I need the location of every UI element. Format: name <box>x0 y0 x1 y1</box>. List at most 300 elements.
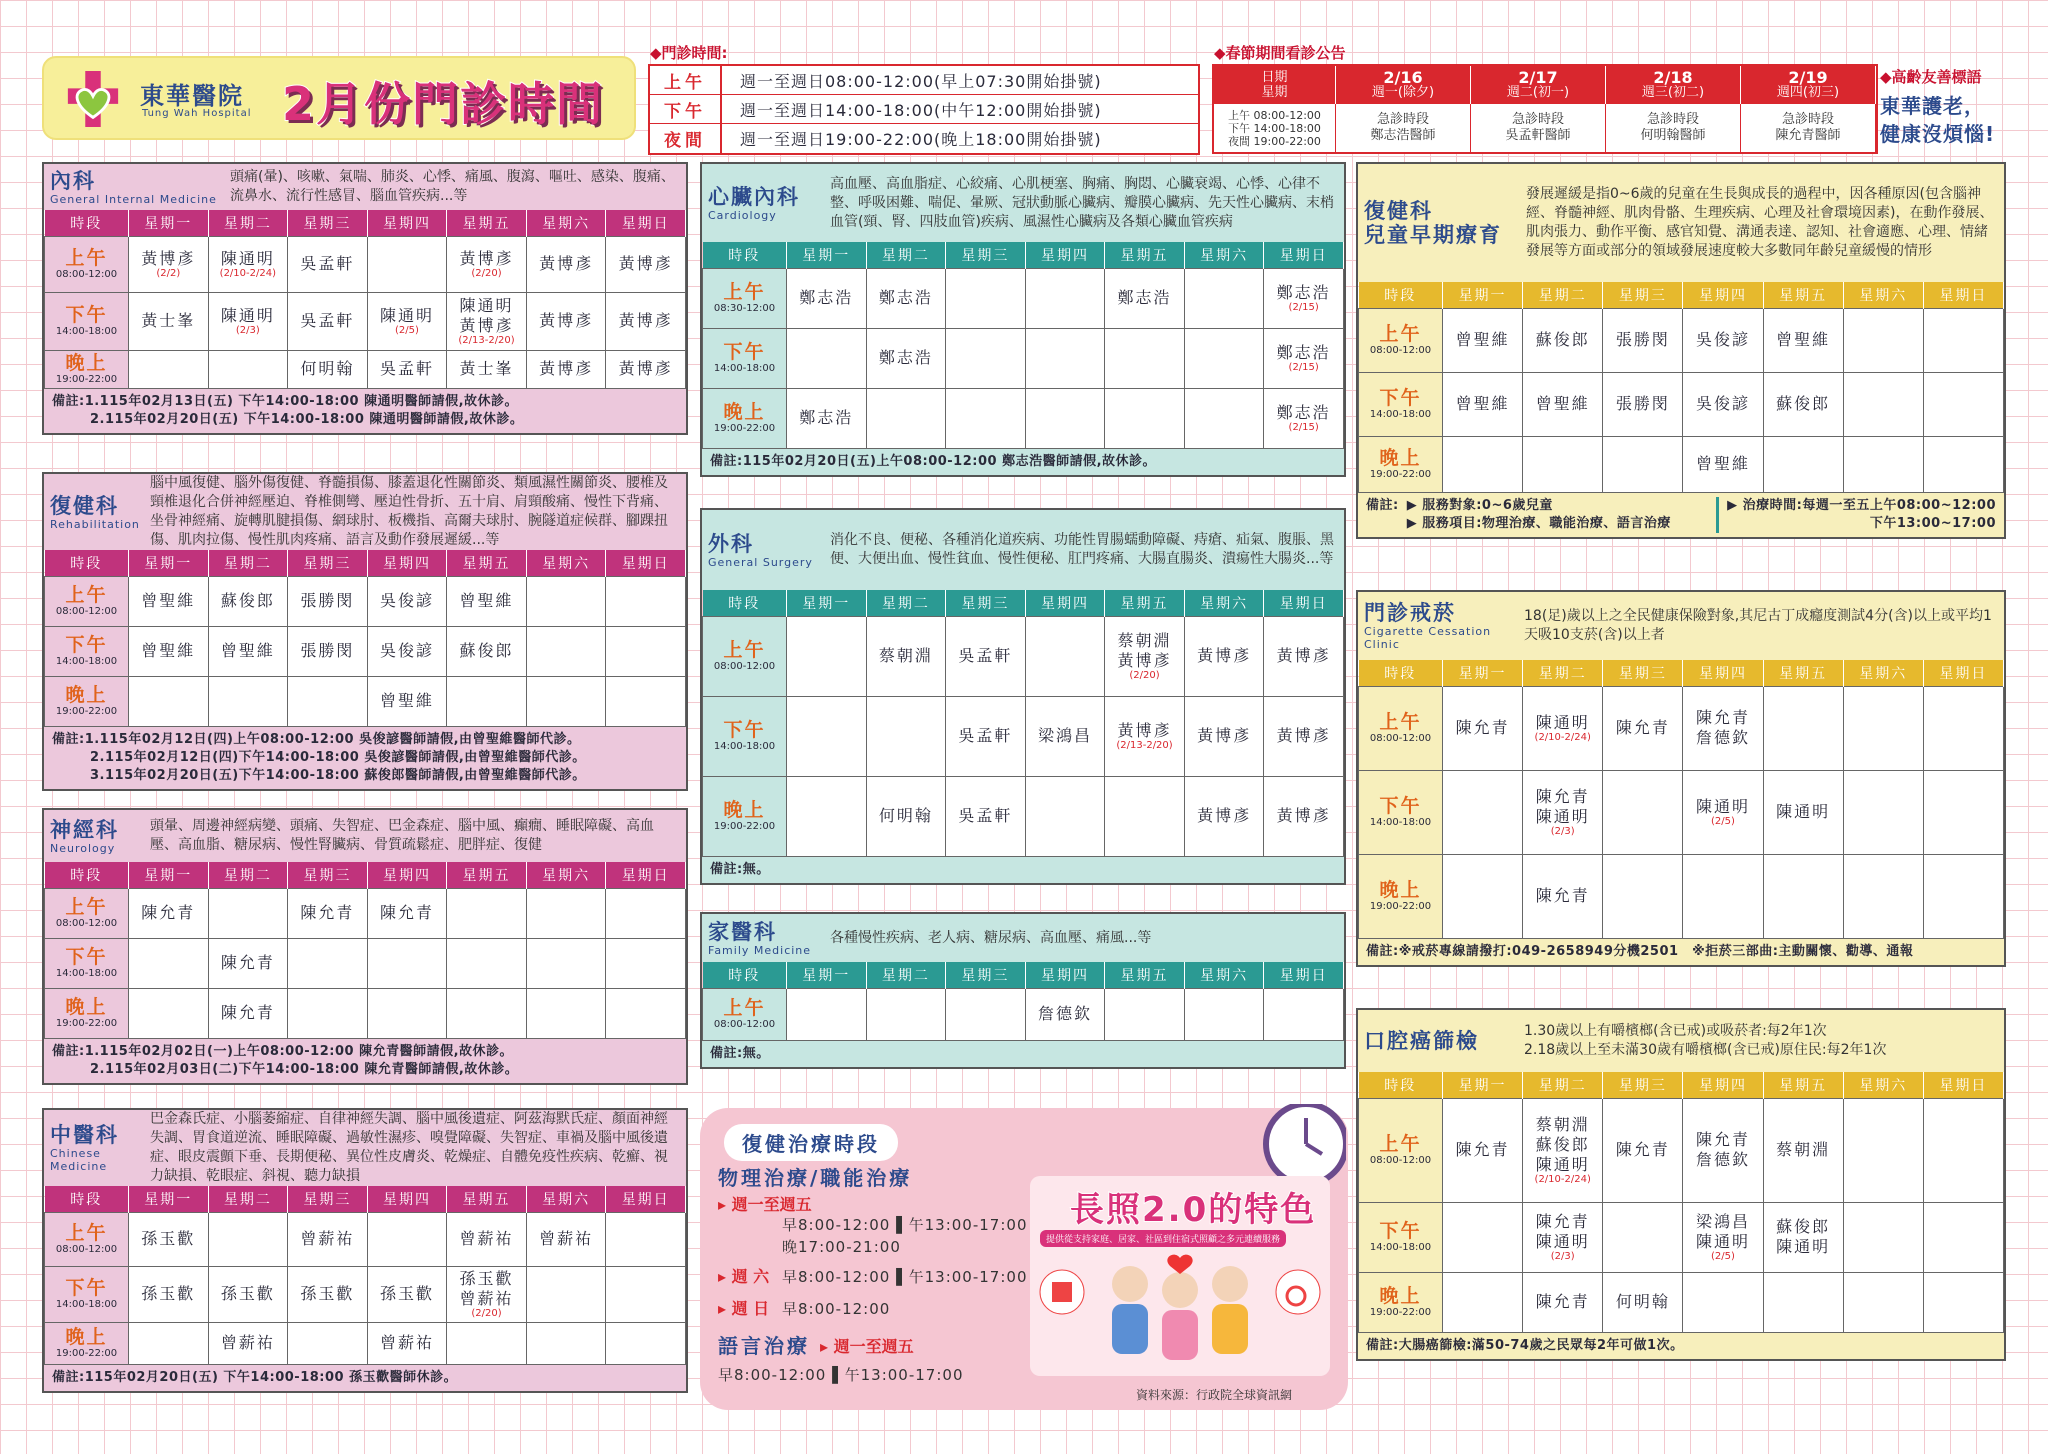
schedule-cell <box>1923 686 2003 770</box>
time-slot-pm: 下午 14:00-18:00 <box>1359 1202 1443 1272</box>
doctor-name: 孫玉歡 <box>220 1284 275 1303</box>
schedule-cell <box>1264 388 1344 448</box>
clinic-hours-label: ◆門診時間: <box>650 44 728 62</box>
doctor-name: 黃博彥 <box>618 359 673 378</box>
day-header: 星期二 <box>208 862 288 888</box>
schedule-cell <box>447 1322 527 1364</box>
sunday-label: ▸ 週 日 <box>718 1299 770 1318</box>
schedule-cell <box>1603 770 1683 854</box>
dept-description: 高血壓、高血脂症、心絞痛、心肌梗塞、胸痛、胸悶、心臟衰竭、心悸、心律不整、呼吸困難、喘促、暈厥、冠狀動脈心臟病、瓣膜心臟病、先天性心臟病、末梢血管(頸、腎、四肢血管)疾病、風濕性心臟病及各類心臟血管疾病 <box>830 175 1334 230</box>
hours-label: 上午 <box>650 66 722 94</box>
rehab-box-title: 復健治療時段 <box>724 1124 898 1161</box>
spring-festival-table <box>1212 64 1878 154</box>
doctor-name: 蘇俊郎 <box>1535 1135 1590 1154</box>
doctor-name: 黃博彥 <box>141 249 196 268</box>
schedule-cell <box>447 292 527 350</box>
doctor-name: 蔡朝淵 <box>878 646 933 665</box>
schedule-cell <box>526 292 606 350</box>
schedule-cell <box>1523 372 1603 436</box>
schedule-cell <box>1843 308 1923 372</box>
schedule-cell <box>1264 696 1344 776</box>
hours-label: 下午 <box>650 95 722 123</box>
schedule-cell <box>606 576 686 626</box>
dept-description: 18(足)歲以上之全民健康保險對象,其尼古丁成癮度測試4分(含)以上或平均1天吸10支菸(含)以上者 <box>1524 608 1992 643</box>
schedule-cell <box>866 988 946 1040</box>
day-header: 星期四 <box>1683 1072 1763 1098</box>
day-header: 星期六 <box>1843 660 1923 686</box>
time-slot-am: 上午 08:00-12:00 <box>703 616 787 696</box>
dept-name-2: 兒童早期療育 <box>1364 223 1502 247</box>
doctor-name: 陳通明 <box>459 296 514 315</box>
schedule-cell <box>288 292 368 350</box>
date-range: (2/20) <box>471 1308 502 1319</box>
rehab-therapy-hours-box <box>700 1108 1348 1410</box>
doctor-name: 曾薪祐 <box>220 1333 275 1352</box>
doctor-name: 吳孟軒 <box>958 726 1013 745</box>
hospital-building-icon <box>1038 1268 1086 1316</box>
doctor-name: 陳通明 <box>220 249 275 268</box>
schedule-cell <box>1523 308 1603 372</box>
doctor-name: 黃士峯 <box>141 311 196 330</box>
day-header: 星期四 <box>367 1186 447 1212</box>
hospital-logo-banner <box>42 56 636 140</box>
day-header: 星期二 <box>866 962 946 988</box>
date-range: (2/2) <box>156 268 181 279</box>
dept-name: 門診戒菸 <box>1364 601 1456 625</box>
dept-panel-cardio <box>700 162 1346 477</box>
schedule-cell <box>866 388 946 448</box>
schedule-cell <box>1025 328 1105 388</box>
dept-description: 發展遲緩是指0~6歲的兒童在生長與成長的過程中，因各種原因(包含腦神經、脊髓神經、肌肉骨骼、生理疾病、心理及社會環境因素)，在動作發展、肌肉張力、動作平衡、感官知覺、溝通表達、認知、社會適應、心理、情緒發展等方面或部分的領域發展速度較大多數同年齡兒童緩慢的情形 <box>1526 186 1994 259</box>
schedule-cell <box>1603 436 1683 492</box>
doctor-name: 梁鴻昌 <box>1695 1212 1750 1231</box>
doctor-name: 曾聖維 <box>1776 330 1831 349</box>
schedule-cell <box>1763 1272 1843 1332</box>
schedule-cell <box>208 1266 288 1322</box>
schedule-cell <box>1603 686 1683 770</box>
dept-name: 神經科 <box>50 817 119 842</box>
dept-name: 口腔癌篩檢 <box>1364 1029 1479 1053</box>
schedule-cell <box>129 1266 209 1322</box>
schedule-cell <box>367 1212 447 1266</box>
day-header: 星期一 <box>129 1186 209 1212</box>
day-header: 星期五 <box>1105 242 1185 268</box>
schedule-cell <box>129 888 209 938</box>
doctor-name: 陳通明 <box>1695 797 1750 816</box>
date-range: (2/10-2/24) <box>1534 1174 1591 1185</box>
doctor-name: 黃博彥 <box>1117 721 1172 740</box>
schedule-cell <box>946 268 1026 328</box>
doctor-name: 陳允青 <box>1695 708 1750 727</box>
friendly-slogan: 東華護老， 健康沒煩惱! <box>1880 94 1996 146</box>
schedule-cell <box>946 328 1026 388</box>
doctor-name: 蘇俊郎 <box>220 591 275 610</box>
schedule-cell <box>1683 1272 1763 1332</box>
doctor-name: 吳俊諺 <box>1695 394 1750 413</box>
time-slot-ev: 晚上 19:00-22:00 <box>1359 1272 1443 1332</box>
schedule-table <box>44 210 686 389</box>
doctor-name: 吳俊諺 <box>379 591 434 610</box>
schedule-cell <box>606 1322 686 1364</box>
ltc-subtitle: 提供從支持家庭、居家、社區到住宿式照顧之多元連續服務 <box>1040 1230 1286 1247</box>
doctor-name: 黃博彥 <box>1197 806 1252 825</box>
doctor-name: 曾薪祐 <box>459 1289 514 1308</box>
schedule-table <box>44 1186 686 1365</box>
spring-festival-label: ◆春節期間看診公告 <box>1214 44 1346 62</box>
date-range: (2/13-2/20) <box>1116 740 1173 751</box>
day-header: 星期三 <box>288 550 368 576</box>
spring-date-cell: 2/18 週三(初二) <box>1606 66 1741 104</box>
day-header: 星期二 <box>1523 660 1603 686</box>
schedule-cell <box>946 776 1026 856</box>
day-header: 星期五 <box>1105 590 1185 616</box>
doctor-name: 黃博彥 <box>618 311 673 330</box>
doctor-name: 陳允青 <box>1695 1130 1750 1149</box>
schedule-table <box>1358 1072 2004 1333</box>
time-slot-am: 上午 08:00-12:00 <box>45 1212 129 1266</box>
schedule-cell <box>367 236 447 292</box>
schedule-table <box>702 962 1344 1041</box>
spring-date-cell: 2/16 週一(除夕) <box>1336 66 1471 104</box>
time-slot-ev: 晚上 19:00-22:00 <box>1359 436 1443 492</box>
dept-english-name: Chinese Medicine <box>50 1147 108 1173</box>
schedule-cell <box>787 268 867 328</box>
schedule-cell <box>526 988 606 1038</box>
doctor-name: 詹德欽 <box>1695 728 1750 747</box>
dept-panel-family <box>700 912 1346 1069</box>
schedule-cell <box>606 1212 686 1266</box>
schedule-cell <box>1105 388 1185 448</box>
schedule-cell <box>367 1322 447 1364</box>
schedule-cell <box>1105 328 1185 388</box>
day-header: 星期四 <box>1025 242 1105 268</box>
schedule-cell <box>946 696 1026 776</box>
doctor-name: 陳允青 <box>1535 1212 1590 1231</box>
schedule-cell <box>1184 696 1264 776</box>
doctor-name: 陳允青 <box>1455 1140 1510 1159</box>
dept-description: 頭暈、周邊神經病變、頭痛、失智症、巴金森症、腦中風、癲癇、睡眠障礙、高血壓、高血脂、糖尿病、慢性腎臟病、骨質疏鬆症、肥胖症、復健 <box>150 818 654 853</box>
schedule-cell <box>129 1322 209 1364</box>
schedule-cell <box>1443 1272 1523 1332</box>
schedule-cell <box>1264 328 1344 388</box>
time-slot-pm: 下午 14:00-18:00 <box>1359 372 1443 436</box>
schedule-cell <box>1923 854 2003 938</box>
date-range: (2/15) <box>1288 362 1319 373</box>
dept-note: 備註:無。 <box>702 857 1344 883</box>
doctor-name: 陳通明 <box>1695 1232 1750 1251</box>
doctor-name: 吳孟軒 <box>958 646 1013 665</box>
day-header: 星期五 <box>447 862 527 888</box>
dept-note: 備註:115年02月20日(五) 下午14:00-18:00 孫玉歡醫師休診。 <box>44 1365 686 1391</box>
dept-note: 備註:115年02月20日(五)上午08:00-12:00 鄭志浩醫師請假,故休診。 <box>702 449 1344 475</box>
dept-name: 心臟內科 <box>708 184 800 209</box>
schedule-cell <box>367 1266 447 1322</box>
schedule-cell <box>447 938 527 988</box>
dept-note: 備註:1.115年02月02日(一)上午08:00-12:00 陳允青醫師請假,故休診。 2.115年02月03日(二)下午14:00-18:00 陳允青醫師請假,故休診。 <box>44 1039 686 1083</box>
schedule-cell <box>1264 616 1344 696</box>
doctor-name: 鄭志浩 <box>1276 403 1331 422</box>
wheelchair-icon <box>1274 1268 1322 1316</box>
doctor-name: 陳通明 <box>1776 802 1831 821</box>
dept-english-name: General Surgery <box>708 555 813 569</box>
day-header: 星期四 <box>367 210 447 236</box>
spring-doctor-cell: 急診時段 陳允青醫師 <box>1741 104 1876 152</box>
schedule-cell <box>129 236 209 292</box>
schedule-cell <box>1683 372 1763 436</box>
doctor-name: 張勝閔 <box>300 641 355 660</box>
day-header: 星期四 <box>1025 962 1105 988</box>
doctor-name: 吳孟軒 <box>300 311 355 330</box>
dept-header <box>44 164 686 210</box>
friendly-slogan-label: ◆高齡友善標語 <box>1880 68 1982 86</box>
time-slot-ev: 晚上 19:00-22:00 <box>703 776 787 856</box>
schedule-cell <box>866 616 946 696</box>
day-header: 星期一 <box>787 590 867 616</box>
schedule-cell <box>1443 436 1523 492</box>
day-header: 星期三 <box>1603 660 1683 686</box>
dept-name: 復健科 <box>50 493 119 518</box>
doctor-name: 鄭志浩 <box>1276 343 1331 362</box>
day-header: 星期日 <box>1923 660 2003 686</box>
schedule-cell <box>1264 776 1344 856</box>
schedule-cell <box>526 1212 606 1266</box>
day-header: 星期三 <box>946 242 1026 268</box>
time-slot-am: 上午 08:00-12:00 <box>1359 686 1443 770</box>
time-slot-pm: 下午 14:00-18:00 <box>703 696 787 776</box>
doctor-name: 曾聖維 <box>379 691 434 710</box>
schedule-cell <box>367 676 447 726</box>
dept-note: 備註:※戒菸專線請撥打:049-2658949分機2501 ※拒菸三部曲:主動關懷、勸導、通報 <box>1358 939 2004 965</box>
schedule-table <box>702 590 1344 857</box>
schedule-cell <box>1923 1098 2003 1202</box>
schedule-cell <box>208 292 288 350</box>
day-header: 星期六 <box>1184 590 1264 616</box>
day-header: 星期五 <box>1763 282 1843 308</box>
dept-header <box>44 474 686 550</box>
schedule-cell <box>1184 268 1264 328</box>
day-header: 星期一 <box>129 550 209 576</box>
doctor-name: 吳俊諺 <box>379 641 434 660</box>
schedule-cell <box>787 616 867 696</box>
schedule-cell <box>1025 696 1105 776</box>
doctor-name: 黃博彥 <box>539 359 594 378</box>
schedule-cell <box>367 938 447 988</box>
schedule-cell <box>1763 854 1843 938</box>
schedule-cell <box>1105 988 1185 1040</box>
schedule-cell <box>129 1212 209 1266</box>
schedule-cell <box>288 1212 368 1266</box>
weekday-evening-time: 晚17:00-21:00 <box>782 1238 901 1256</box>
schedule-cell <box>208 626 288 676</box>
day-header: 星期二 <box>866 242 946 268</box>
schedule-cell <box>1105 696 1185 776</box>
schedule-cell <box>1025 616 1105 696</box>
doctor-name: 何明翰 <box>1615 1292 1670 1311</box>
day-header: 星期六 <box>1184 242 1264 268</box>
doctor-name: 陳允青 <box>1615 1140 1670 1159</box>
schedule-cell <box>526 1322 606 1364</box>
time-slot-ev: 晚上 19:00-22:00 <box>45 676 129 726</box>
schedule-cell <box>787 988 867 1040</box>
time-slot-ev: 晚上 19:00-22:00 <box>703 388 787 448</box>
day-header: 星期日 <box>606 550 686 576</box>
schedule-cell <box>787 328 867 388</box>
schedule-cell <box>367 626 447 676</box>
schedule-cell <box>946 616 1026 696</box>
schedule-cell <box>367 576 447 626</box>
day-header: 星期一 <box>129 210 209 236</box>
doctor-name: 鄭志浩 <box>878 288 933 307</box>
day-header: 星期六 <box>526 862 606 888</box>
schedule-cell <box>447 676 527 726</box>
speech-therapy-heading: 語言治療 <box>718 1334 810 1358</box>
time-slot-pm: 下午 14:00-18:00 <box>45 938 129 988</box>
schedule-cell <box>866 328 946 388</box>
schedule-cell <box>129 576 209 626</box>
doctor-name: 鄭志浩 <box>799 408 854 427</box>
doctor-name: 陳通明 <box>1535 1155 1590 1174</box>
dept-name: 家醫科 <box>708 919 777 944</box>
doctor-name: 蘇俊郎 <box>1776 394 1831 413</box>
day-header: 星期六 <box>526 550 606 576</box>
dept-panel-chinese <box>42 1108 688 1393</box>
dept-description: 巴金森氏症、小腦萎縮症、自律神經失調、腦中風後遺症、阿茲海默氏症、顏面神經失調、胃食道逆流、睡眠障礙、過敏性濕疹、嗅覺障礙、失智症、車禍及腦中風後遺症、眼皮震顫下垂、長期便秘、異位性皮膚炎、乾燥症、自體免疫性疾病、乾癬、視力缺損、乾眼症、斜視、聽力缺損 <box>150 1111 668 1184</box>
dept-header <box>702 164 1344 242</box>
schedule-cell <box>1763 372 1843 436</box>
schedule-cell <box>866 696 946 776</box>
doctor-name: 曾聖維 <box>1535 394 1590 413</box>
doctor-name: 曾薪祐 <box>539 1229 594 1248</box>
dept-panel-rehab <box>42 472 688 791</box>
schedule-cell <box>1603 1202 1683 1272</box>
schedule-cell <box>1683 686 1763 770</box>
doctor-name: 曾聖維 <box>459 591 514 610</box>
day-header: 時段 <box>1359 660 1443 686</box>
date-range: (2/15) <box>1288 302 1319 313</box>
date-range: (2/3) <box>235 325 260 336</box>
day-header: 星期日 <box>1264 242 1344 268</box>
schedule-cell <box>208 988 288 1038</box>
day-header: 星期一 <box>787 962 867 988</box>
doctor-name: 蔡朝淵 <box>1776 1140 1831 1159</box>
schedule-cell <box>129 350 209 388</box>
schedule-cell <box>288 576 368 626</box>
schedule-cell <box>1763 308 1843 372</box>
doctor-name: 曾薪祐 <box>379 1333 434 1352</box>
schedule-cell <box>1843 770 1923 854</box>
schedule-cell <box>1763 1202 1843 1272</box>
day-header: 星期一 <box>1443 1072 1523 1098</box>
schedule-cell <box>1843 436 1923 492</box>
day-header: 星期四 <box>367 550 447 576</box>
schedule-cell <box>288 626 368 676</box>
dept-note: 備註:1.115年02月12日(四)上午08:00-12:00 吳俊諺醫師請假,由曾聖維醫師代診。 2.115年02月12日(四)下午14:00-18:00 吳俊諺醫師請假,由曾聖維醫師代診。 3.115年02月20日(五)下午14:00-18:00 蘇俊郎醫師請假,由曾聖維醫師代診。 <box>44 727 686 789</box>
ltc-title: 長照2.0的特色 <box>1070 1190 1317 1230</box>
doctor-name: 陳通明 <box>220 306 275 325</box>
doctor-name: 黃博彥 <box>1197 726 1252 745</box>
time-slot-pm: 下午 14:00-18:00 <box>45 626 129 676</box>
dept-panel-neuro <box>42 808 688 1085</box>
doctor-name: 吳俊諺 <box>1695 330 1750 349</box>
day-header: 星期二 <box>866 590 946 616</box>
day-header: 星期二 <box>1523 282 1603 308</box>
doctor-name: 鄭志浩 <box>878 348 933 367</box>
dept-name: 復健科 <box>1364 199 1433 223</box>
doctor-name: 吳孟軒 <box>300 254 355 273</box>
time-slot-ev: 晚上 19:00-22:00 <box>1359 854 1443 938</box>
day-header: 星期四 <box>367 862 447 888</box>
time-slot-am: 上午 08:00-12:00 <box>1359 308 1443 372</box>
doctor-name: 黃博彥 <box>1276 726 1331 745</box>
schedule-cell <box>526 350 606 388</box>
day-header: 星期六 <box>526 210 606 236</box>
schedule-cell <box>288 236 368 292</box>
schedule-cell <box>1105 268 1185 328</box>
schedule-table <box>1358 282 2004 493</box>
time-slot-ev: 晚上 19:00-22:00 <box>45 988 129 1038</box>
doctor-name: 孫玉歡 <box>141 1229 196 1248</box>
date-range: (2/20) <box>471 268 502 279</box>
dept-header <box>702 510 1344 590</box>
doctor-name: 陳允青 <box>1535 1292 1590 1311</box>
dept-english-name: Family Medicine <box>708 943 812 957</box>
time-slot-am: 上午 08:00-12:00 <box>45 888 129 938</box>
schedule-cell <box>1443 1202 1523 1272</box>
schedule-cell <box>208 1322 288 1364</box>
time-slot-am: 上午 08:00-12:00 <box>703 988 787 1040</box>
dept-description: 1.30歲以上有嚼檳榔(含已戒)或吸菸者:每2年1次 2.18歲以上至未滿30歲有嚼檳榔(含已戒)原住民:每2年1次 <box>1524 1023 1887 1058</box>
clinic-hours-table <box>648 64 1200 155</box>
day-header: 星期三 <box>1603 282 1683 308</box>
doctor-name: 陳允青 <box>1455 718 1510 737</box>
doctor-name: 孫玉歡 <box>459 1269 514 1288</box>
day-header: 星期四 <box>1683 282 1763 308</box>
day-header: 星期一 <box>1443 660 1523 686</box>
doctor-name: 蘇俊郎 <box>459 641 514 660</box>
hospital-logo-icon <box>64 68 122 130</box>
doctor-name: 吳孟軒 <box>958 806 1013 825</box>
schedule-cell <box>1523 1272 1603 1332</box>
doctor-name: 黃士峯 <box>459 359 514 378</box>
doctor-name: 陳通明 <box>1535 807 1590 826</box>
saturday-label: ▸ 週 六 <box>718 1267 770 1286</box>
doctor-name: 陳允青 <box>141 903 196 922</box>
dept-note: 備註:大腸癌篩檢:滿50-74歲之民眾每2年可做1次。 <box>1358 1333 2004 1359</box>
spring-date-cell: 2/19 週四(初三) <box>1741 66 1876 104</box>
doctor-name: 吳孟軒 <box>379 359 434 378</box>
day-header: 星期六 <box>1184 962 1264 988</box>
spring-doctor-cell: 急診時段 何明翰醫師 <box>1606 104 1741 152</box>
schedule-cell <box>1603 372 1683 436</box>
time-slot-am: 上午 08:00-12:00 <box>45 576 129 626</box>
day-header: 星期二 <box>208 210 288 236</box>
schedule-cell <box>447 988 527 1038</box>
day-header: 星期三 <box>1603 1072 1683 1098</box>
schedule-cell <box>1683 308 1763 372</box>
doctor-name: 黃博彥 <box>1276 806 1331 825</box>
day-header: 星期五 <box>1763 660 1843 686</box>
schedule-cell <box>288 938 368 988</box>
dept-english-name: Rehabilitation <box>50 517 140 531</box>
day-header: 時段 <box>703 962 787 988</box>
schedule-cell <box>1923 308 2003 372</box>
day-header: 星期五 <box>447 550 527 576</box>
schedule-cell <box>1184 616 1264 696</box>
elderly-people-illustration <box>1090 1250 1270 1374</box>
page-title: 2月份門診時間 <box>282 77 605 131</box>
schedule-cell <box>606 888 686 938</box>
dept-name: 內科 <box>50 168 96 193</box>
